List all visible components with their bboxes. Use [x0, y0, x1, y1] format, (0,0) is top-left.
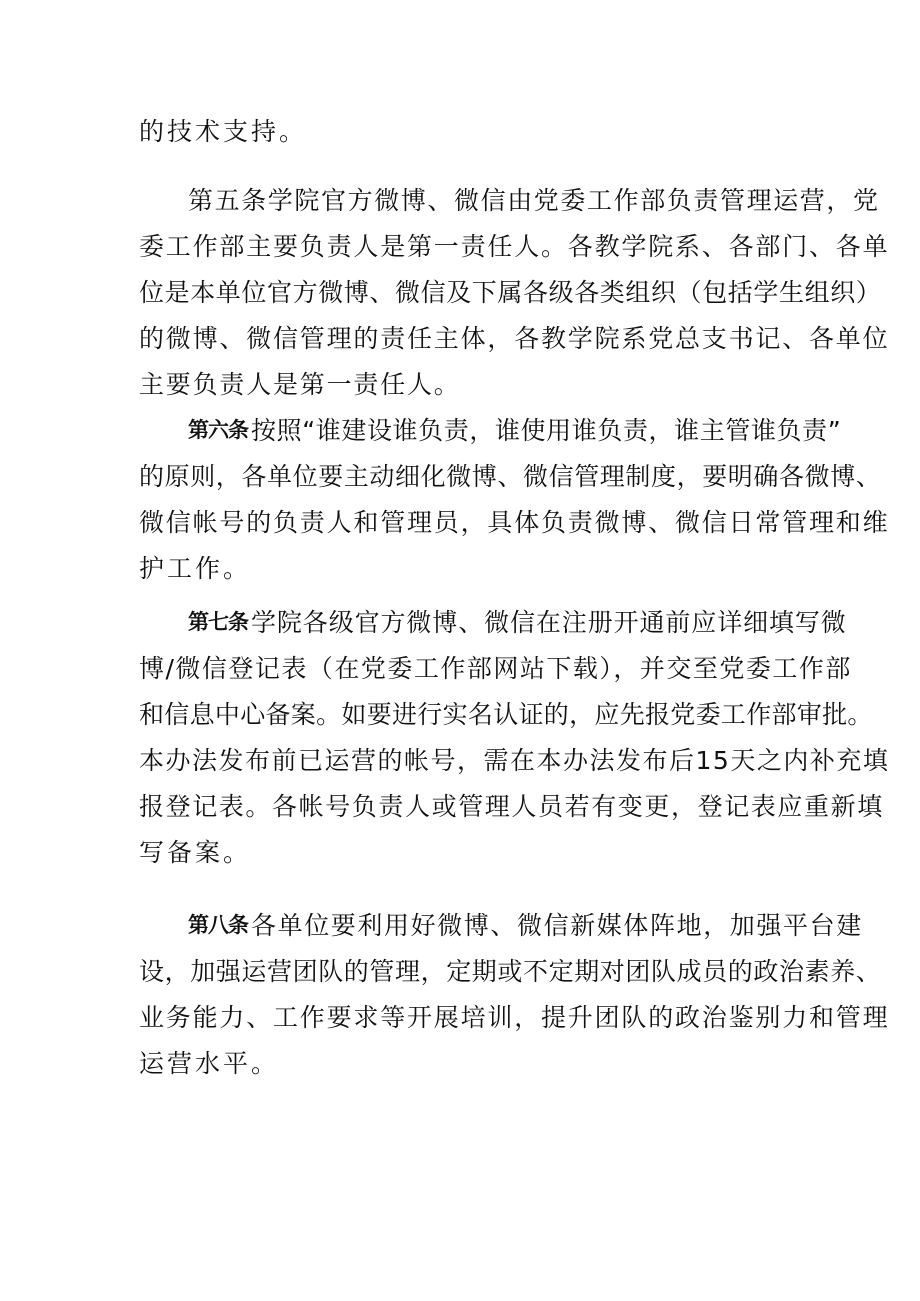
body-text: 位是本单位官方微博、微信及下属各级各类组织（包括学生组织）: [139, 278, 882, 307]
line-1: [0, 109, 920, 155]
article-label: 第六条: [188, 419, 248, 442]
line-16: [0, 830, 920, 876]
body-text: 本办法发布前已运营的帐号，需在本办法发布后15天之内补充填: [139, 746, 890, 775]
line-3: [0, 224, 920, 270]
body-text: 各单位要利用好微博、微信新媒体阵地，加强平台建: [251, 911, 863, 940]
line-12: [0, 646, 920, 692]
body-text: 和信息中心备案。如要进行实名认证的，应先报党委工作部审批。: [139, 700, 873, 729]
body-text: 第五条学院官方微博、微信由党委工作部负责管理运营，党: [188, 186, 880, 215]
line-20: [0, 1041, 920, 1087]
body-text: 按照“谁建设谁负责，谁使用谁负责，谁主管谁负责”: [251, 416, 842, 445]
line-13: [0, 692, 920, 738]
body-text: 写备案。: [139, 838, 252, 867]
article-8-line-1: [0, 903, 920, 949]
body-text: 的技术支持。: [139, 117, 308, 146]
body-text: 运营水平。: [139, 1049, 280, 1078]
body-text: 报登记表。各帐号负责人或管理人员若有变更，登记表应重新填: [139, 792, 884, 821]
body-text: 的微博、微信管理的责任主体，各教学院系党总支书记、各单位: [139, 324, 890, 353]
line-6: [0, 362, 920, 408]
body-text: 的原则，各单位要主动细化微博、微信管理制度，要明确各微博、: [139, 462, 882, 491]
body-text: 委工作部主要负责人是第一责任人。各教学院系、各部门、各单: [139, 232, 890, 261]
line-14: [0, 738, 920, 784]
line-19: [0, 995, 920, 1041]
article-label: 第七条: [188, 611, 248, 634]
line-9: [0, 500, 920, 546]
article-label: 第八条: [188, 914, 248, 937]
line-4: [0, 270, 920, 316]
line-5: [0, 316, 920, 362]
article-6-line-1: [0, 408, 920, 454]
article-7-line-1: [0, 600, 920, 646]
body-text: 博/微信登记表（在党委工作部网站下载），并交至党委工作部: [139, 654, 852, 683]
body-text: 主要负责人是第一责任人。: [139, 370, 461, 399]
line-10: [0, 546, 920, 592]
article-5-line-1: [0, 178, 920, 224]
line-18: [0, 949, 920, 995]
body-text: 微信帐号的负责人和管理员，具体负责微博、微信日常管理和维: [139, 508, 890, 537]
body-text: 护工作。: [139, 554, 252, 583]
body-text: 设，加强运营团队的管理，定期或不定期对团队成员的政治素养、: [139, 957, 882, 986]
line-8: [0, 454, 920, 500]
body-text: 业务能力、工作要求等开展培训，提升团队的政治鉴别力和管理: [139, 1003, 890, 1032]
body-text: 学院各级官方微博、微信在注册开通前应详细填写微: [251, 608, 847, 637]
line-15: [0, 784, 920, 830]
